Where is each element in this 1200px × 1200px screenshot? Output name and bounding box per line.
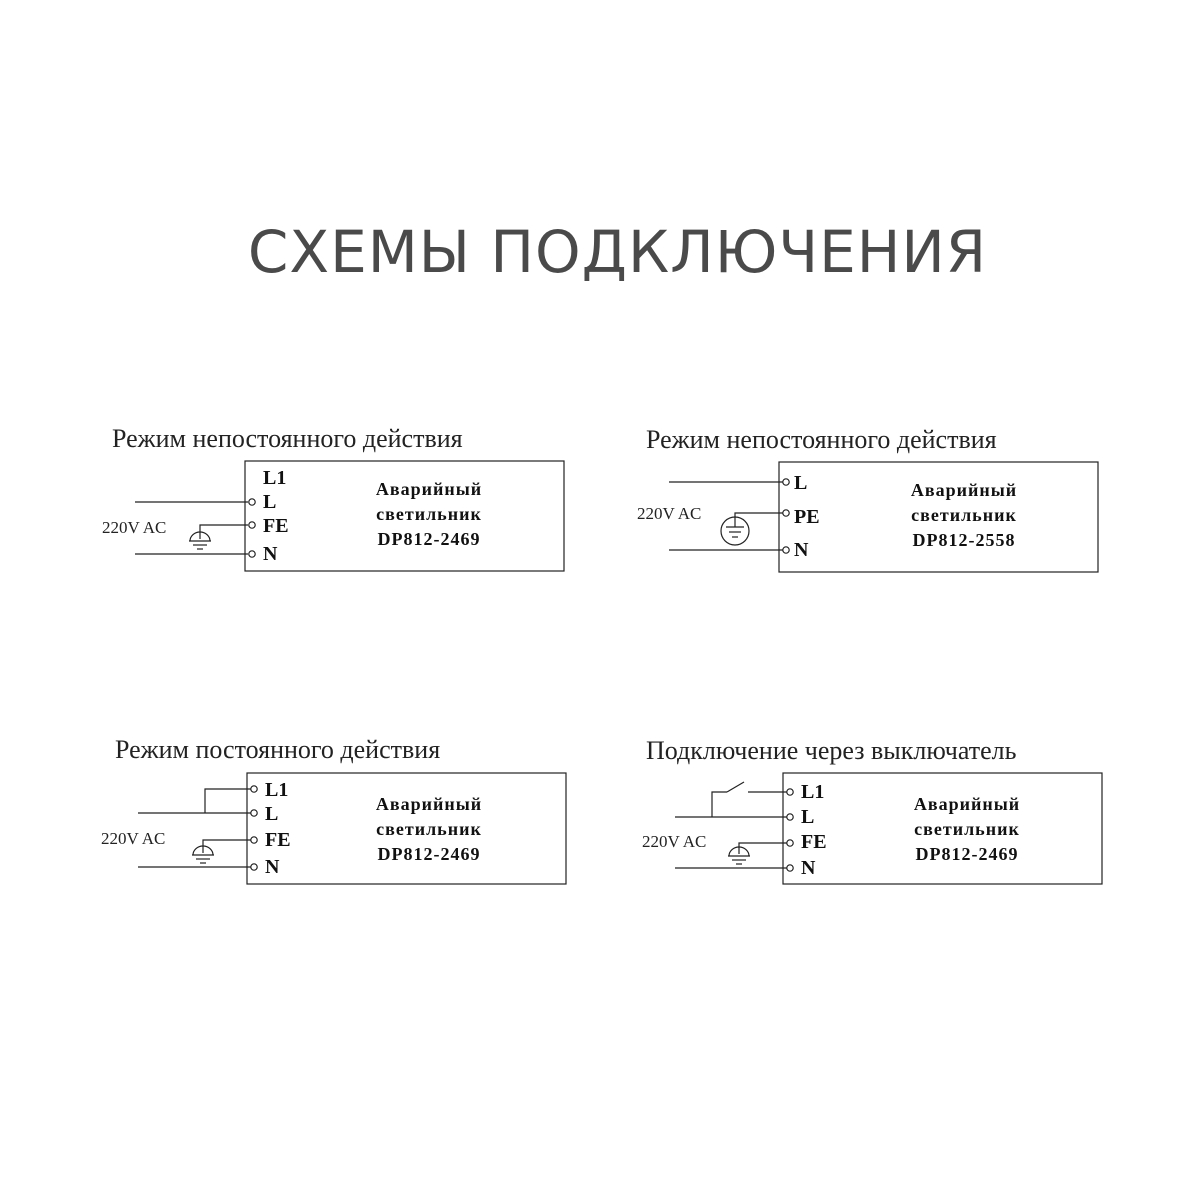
terminal-label: N: [263, 543, 278, 565]
terminal-dot: [251, 810, 257, 816]
terminal-label: L1: [265, 779, 289, 801]
diagram-nonmaintained-fe: [102, 424, 564, 571]
terminal-label: PE: [794, 506, 820, 528]
wire-fe: [739, 843, 787, 854]
terminal-label: FE: [265, 829, 291, 851]
terminal-label: L1: [263, 467, 287, 489]
diagram-via-switch: [642, 736, 1102, 884]
switch-icon: [727, 782, 744, 792]
terminal-dot: [249, 551, 255, 557]
terminal-dot: [783, 510, 789, 516]
voltage-label: 220V AC: [101, 829, 166, 848]
terminal-dot: [251, 837, 257, 843]
protective-earth-icon: [721, 517, 749, 545]
diagram-caption: Режим непостоянного действия: [112, 424, 463, 453]
voltage-label: 220V AC: [642, 832, 707, 851]
terminal-dot: [251, 786, 257, 792]
device-model: DP812-2469: [915, 844, 1019, 864]
terminal-label: L: [801, 806, 815, 828]
terminal-dot: [787, 840, 793, 846]
terminal-label: N: [794, 539, 809, 561]
terminal-label: N: [801, 857, 816, 879]
diagram-nonmaintained-pe: [637, 425, 1098, 572]
terminal-dot: [783, 547, 789, 553]
wire-switch-in: [712, 792, 727, 817]
terminal-dot: [249, 499, 255, 505]
device-name: светильник: [914, 819, 1020, 839]
terminal-label: FE: [801, 831, 827, 853]
diagram-caption: Подключение через выключатель: [646, 736, 1017, 765]
device-model: DP812-2469: [377, 844, 481, 864]
diagram-maintained: [101, 735, 566, 884]
terminal-dot: [783, 479, 789, 485]
terminal-dot: [249, 522, 255, 528]
wire-fe: [203, 840, 251, 853]
terminal-label: N: [265, 856, 280, 878]
device-name: Аварийный: [375, 794, 483, 814]
terminal-dot: [787, 789, 793, 795]
wire-l1-bridge: [205, 789, 251, 813]
terminal-label: FE: [263, 515, 289, 537]
device-name: светильник: [376, 819, 482, 839]
terminal-dot: [787, 814, 793, 820]
device-name: Аварийный: [910, 480, 1018, 500]
terminal-label: L1: [801, 781, 825, 803]
device-name: светильник: [376, 504, 482, 524]
device-name: Аварийный: [913, 794, 1021, 814]
device-model: DP812-2469: [377, 529, 481, 549]
voltage-label: 220V AC: [637, 504, 702, 523]
diagram-caption: Режим постоянного действия: [115, 735, 441, 764]
voltage-label: 220V AC: [102, 518, 167, 537]
terminal-label: L: [794, 472, 808, 494]
diagram-caption: Режим непостоянного действия: [646, 425, 997, 454]
terminal-dot: [251, 864, 257, 870]
terminal-label: L: [265, 803, 279, 825]
terminal-dot: [787, 865, 793, 871]
device-model: DP812-2558: [912, 530, 1016, 550]
page-title: СХЕМЫ ПОДКЛЮЧЕНИЯ: [247, 218, 988, 286]
device-name: светильник: [911, 505, 1017, 525]
wire-fe: [200, 525, 248, 539]
terminal-label: L: [263, 491, 277, 513]
device-name: Аварийный: [375, 479, 483, 499]
